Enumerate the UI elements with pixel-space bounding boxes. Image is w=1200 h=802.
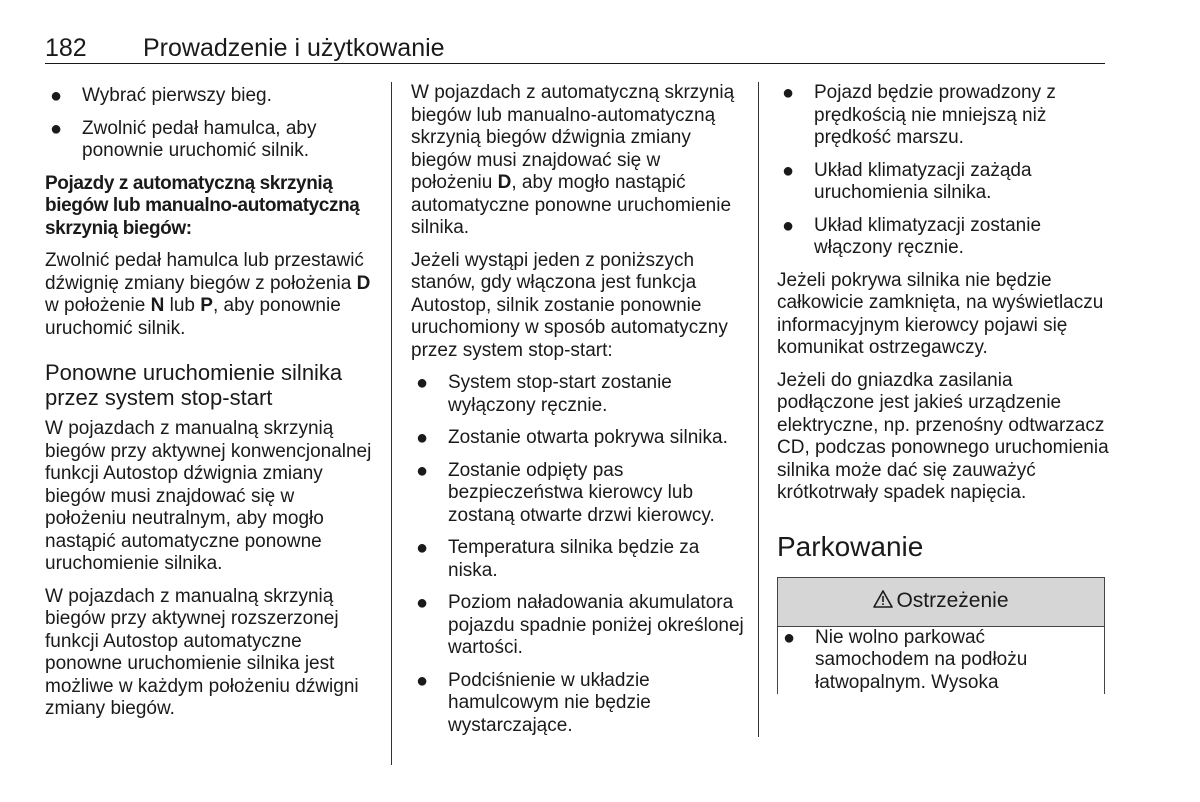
bullet-icon: ● <box>50 85 63 107</box>
list-item: ● Podciśnienie w układzie hamulcowym nie będzie wystarczające. <box>416 669 651 736</box>
bullet-icon: ● <box>50 117 63 140</box>
list-item: ● Pojazd będzie prowadzony z prędkością nie mniejszą niż prędkość marszu. <box>782 82 1056 148</box>
list-item: ● System stop-start zostanie wyłączony ręcznie. <box>416 372 672 416</box>
paragraph: Zwolnić pedał hamulca lub przestawić dźwignię zmiany biegów z położenia D w położenie N lub P, aby ponownie uruchomić silnik. <box>45 250 371 339</box>
paragraph: W pojazdach z manualną skrzynią biegów przy aktywnej konwencjonalnej funkcji Autostop dźwignia zmiany biegów musi znajdować się w położeniu neutralnym, aby mogło nastąpić automatyczne ponowne uruchomienie silnika. <box>45 418 372 574</box>
bullet-list <box>778 627 1104 695</box>
list-item: ● Układ klimatyzacji zażąda uruchomienia silnika. <box>782 159 1032 203</box>
bullet-icon: ● <box>416 372 429 394</box>
paragraph: Jeżeli do gniazdka zasilania podłączone jest jakieś urządzenie elektryczne, np. przenośny odtwarzacz CD, podczas ponownego uruchomienia silnika może dać się zauważyć krótkotrwały spadek napięcia. <box>777 369 1109 503</box>
column-1 <box>45 85 380 731</box>
sub-heading: Pojazdy z automatyczną skrzynią biegów lub manualno-automatyczną skrzynią biegów: <box>45 172 360 239</box>
list-item: ● Wybrać pierwszy bieg. <box>50 85 272 107</box>
list-item: ● Poziom naładowania akumulatora pojazdu spadnie poniżej określonej wartości. <box>416 592 744 658</box>
column-3 <box>777 82 1112 704</box>
list-item: ● Zwolnić pedał hamulca, aby ponownie uruchomić silnik. <box>50 117 317 161</box>
page-number: 182 <box>45 34 87 62</box>
header-rule <box>45 63 1105 64</box>
list-item: ● Nie wolno parkować samochodem na podłożu łatwopalnym. Wysoka <box>783 626 1028 693</box>
bullet-list <box>411 372 746 737</box>
section-heading: Parkowanie <box>777 530 924 562</box>
bullet-list <box>45 85 380 163</box>
list-item: ● Układ klimatyzacji zostanie włączony ręcznie. <box>782 214 1042 258</box>
column-2 <box>411 82 746 747</box>
list-item: ● Zostanie odpięty pas bezpieczeństwa kierowcy lub zostaną otwarte drzwi kierowcy. <box>416 459 715 526</box>
paragraph: Jeżeli pokrywa silnika nie będzie całkowicie zamknięta, na wyświetlaczu informacyjnym kierowcy pojawi się komunikat ostrzegawczy. <box>777 269 1104 358</box>
bullet-icon: ● <box>416 427 429 449</box>
bullet-icon: ● <box>416 669 429 692</box>
bullet-icon: ● <box>782 82 795 104</box>
warning-title-bar <box>778 578 1104 627</box>
bullet-icon: ● <box>782 159 795 182</box>
section-heading: Ponowne uruchomienie silnika przez system stop-start <box>45 360 343 410</box>
warning-triangle-icon <box>873 590 893 614</box>
list-item: ● Temperatura silnika będzie za niska. <box>416 537 700 581</box>
paragraph: W pojazdach z manualną skrzynią biegów przy aktywnej rozszerzonej funkcji Autostop automatyczne ponowne uruchomienie silnika jest możliwe w każdym położeniu dźwigni zmiany biegów. <box>45 585 359 719</box>
paragraph: Jeżeli wystąpi jeden z poniższych stanów, gdy włączona jest funkcja Autostop, silnik zostanie ponownie uruchomiony w sposób automatyczny przez system stop-start: <box>411 249 728 361</box>
warning-title: Ostrzeżenie <box>896 589 1009 613</box>
bullet-list <box>777 82 1112 260</box>
column-divider <box>391 82 392 765</box>
list-item: ● Zostanie otwarta pokrywa silnika. <box>416 427 728 449</box>
paragraph: W pojazdach z automatyczną skrzynią biegów lub manualno-automatyczną skrzynią biegów dźwignia zmiany biegów musi znajdować się w położeniu D, aby mogło nastąpić automatyczne ponowne uruchomienie silnika. <box>411 82 735 238</box>
bullet-icon: ● <box>416 592 429 614</box>
column-divider <box>758 82 759 737</box>
page-heading: Prowadzenie i użytkowanie <box>143 34 445 62</box>
bullet-icon: ● <box>783 626 796 649</box>
bullet-icon: ● <box>782 214 795 237</box>
warning-box <box>777 577 1105 695</box>
bullet-icon: ● <box>416 537 429 559</box>
bullet-icon: ● <box>416 459 429 482</box>
